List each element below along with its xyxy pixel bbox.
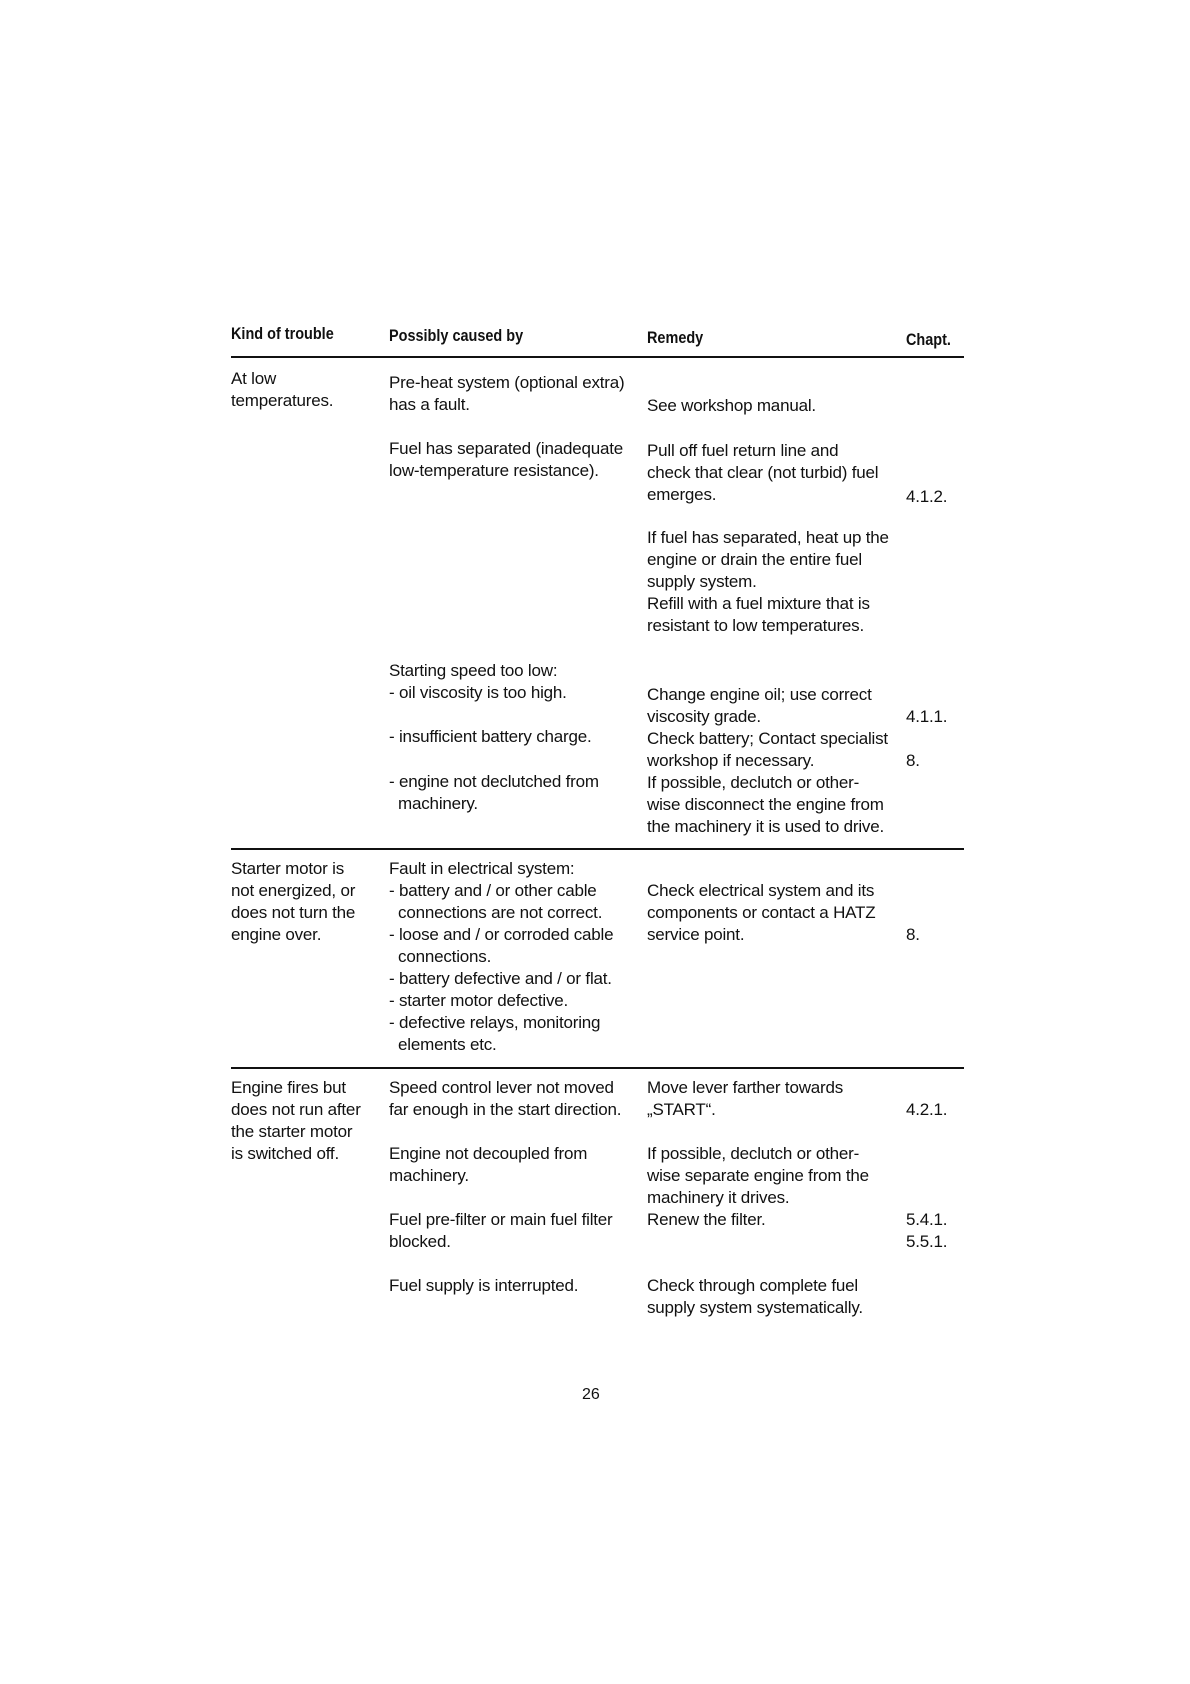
chapter-ref: 8.	[906, 925, 920, 944]
cause-speed-lever: Speed control lever not moved far enough in the start direction.	[389, 1078, 622, 1119]
cause-battery-charge: - insufficient battery charge.	[389, 727, 592, 746]
remedy-see-workshop-manual: See workshop manual.	[647, 396, 816, 415]
remedy-change-oil: Change engine oil; use correct viscosity grade.	[647, 685, 872, 726]
chapter-ref: 5.4.1. 5.5.1.	[906, 1210, 948, 1251]
remedy-check-fuel-system: Check through complete fuel supply system systematically.	[647, 1276, 863, 1317]
trouble-engine-stops: Engine fires but does not run after the starter motor is switched off.	[231, 1078, 361, 1163]
chapter-ref: 4.2.1.	[906, 1100, 948, 1119]
cause-fuel-interrupted: Fuel supply is interrupted.	[389, 1276, 579, 1295]
cause-filter-blocked: Fuel pre-filter or main fuel filter blocked.	[389, 1210, 613, 1251]
chapter-ref: 4.1.2.	[906, 487, 948, 506]
page-number: 26	[582, 1386, 600, 1403]
header-possibly-caused-by: Possibly caused by	[389, 326, 524, 345]
header-kind-of-trouble: Kind of trouble	[231, 324, 334, 343]
cause-not-decoupled: Engine not decoupled from machinery.	[389, 1144, 588, 1185]
remedy-separate-engine: If possible, declutch or other- wise separate engine from the machinery it drives.	[647, 1144, 869, 1207]
remedy-heat-or-drain: If fuel has separated, heat up the engine or drain the entire fuel supply system. Refill with a fuel mixture that is resistant to low temperatures.	[647, 528, 889, 635]
remedy-pull-off-return-line: Pull off fuel return line and check that clear (not turbid) fuel emerges.	[647, 441, 879, 504]
cause-fuel-separated: Fuel has separated (inadequate low-temperature resistance).	[389, 439, 624, 480]
header-divider	[231, 356, 964, 358]
chapter-ref: 8.	[906, 751, 920, 770]
header-chapter: Chapt.	[906, 330, 951, 349]
trouble-low-temperatures: At low temperatures.	[231, 369, 334, 410]
cause-not-declutched: - engine not declutched from machinery.	[389, 772, 599, 813]
remedy-renew-filter: Renew the filter.	[647, 1210, 766, 1229]
remedy-declutch-engine: If possible, declutch or other- wise disconnect the engine from the machinery it is used to drive.	[647, 773, 884, 836]
cause-electrical-fault: Fault in electrical system: - battery and / or other cable connections are not correct. - loose and / or corroded cable connections. - battery defective and / or flat. - starter motor defective. - defective relays, monitoring elements etc.	[389, 859, 614, 1054]
remedy-check-battery: Check battery; Contact specialist workshop if necessary.	[647, 729, 888, 770]
cause-preheat-fault: Pre-heat system (optional extra) has a fault.	[389, 373, 625, 414]
remedy-move-lever: Move lever farther towards „START“.	[647, 1078, 844, 1119]
cause-starting-speed-low: Starting speed too low:	[389, 661, 558, 680]
header-remedy: Remedy	[647, 328, 704, 347]
remedy-check-electrical: Check electrical system and its components or contact a HATZ service point.	[647, 881, 876, 944]
section-divider	[231, 848, 964, 850]
chapter-ref: 4.1.1.	[906, 707, 948, 726]
trouble-starter-motor: Starter motor is not energized, or does not turn the engine over.	[231, 859, 356, 944]
cause-oil-viscosity: - oil viscosity is too high.	[389, 683, 567, 702]
section-divider	[231, 1067, 964, 1069]
